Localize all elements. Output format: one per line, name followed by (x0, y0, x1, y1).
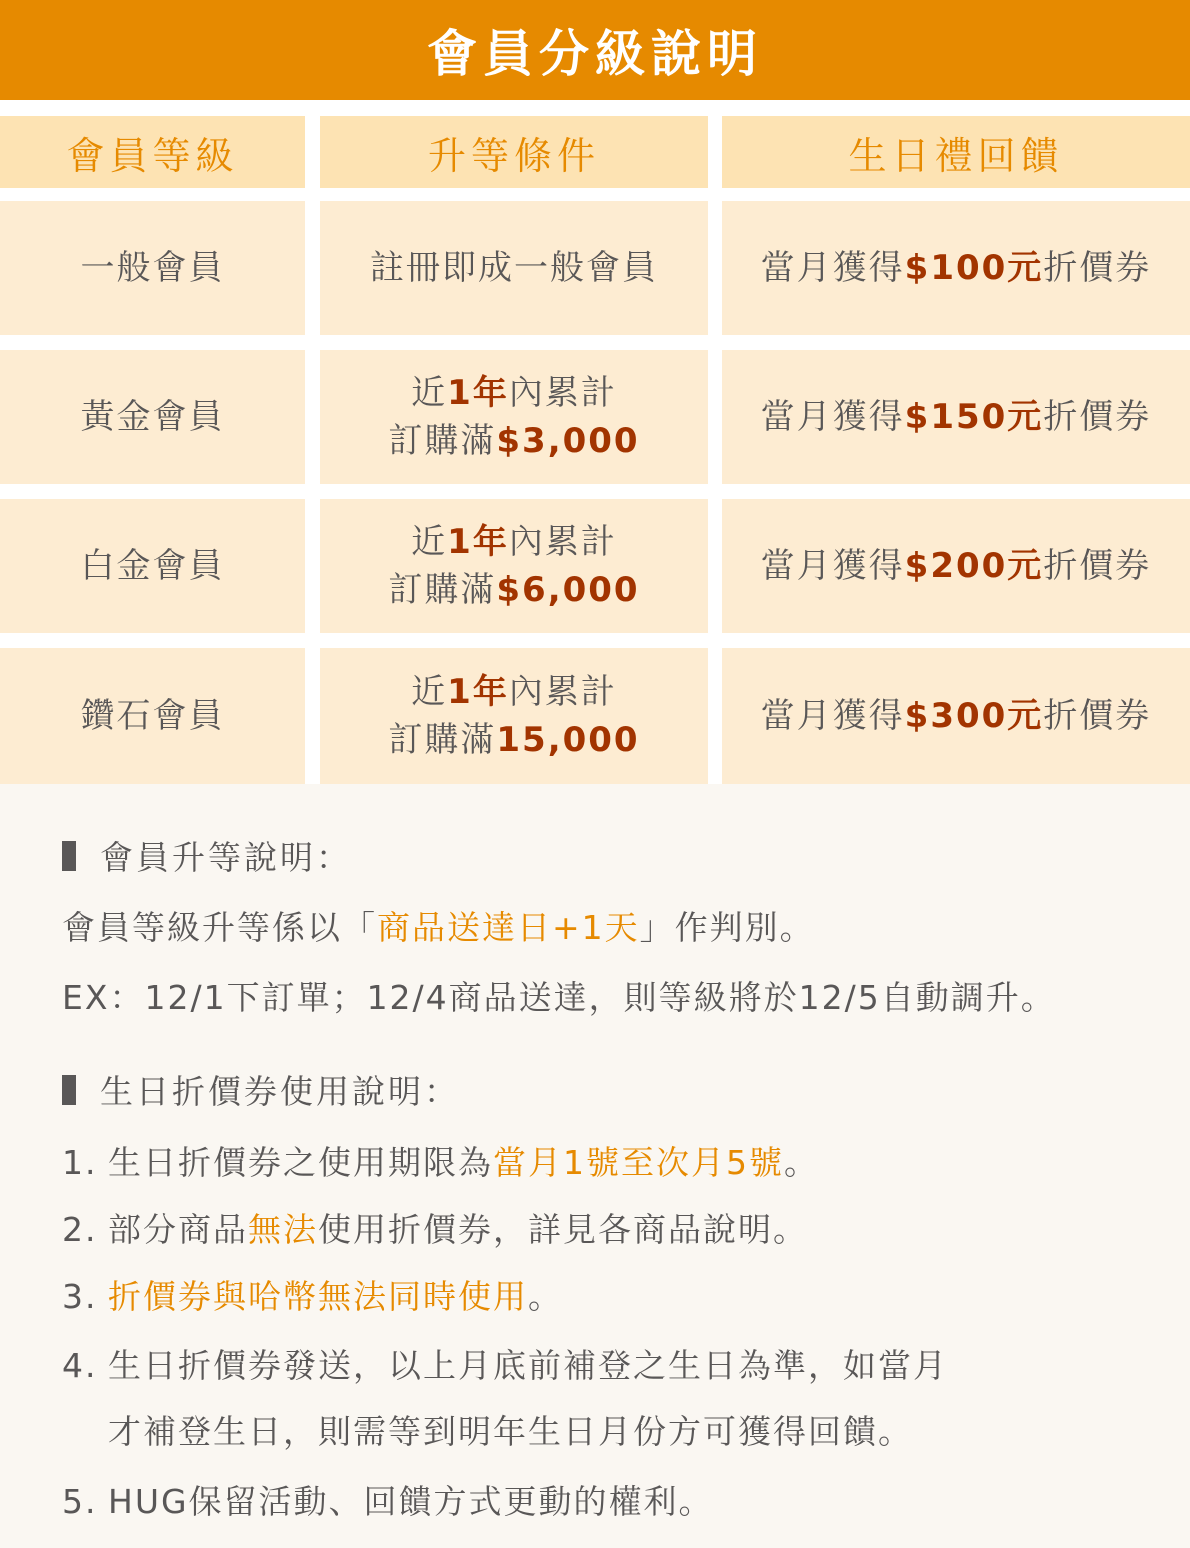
table-row-condition: 註冊即成一般會員 (320, 201, 708, 335)
gift-prefix: 當月獲得 (760, 248, 905, 288)
coupon-item-3 (62, 1271, 563, 1318)
page-header (0, 0, 1190, 100)
cond-year: 1年 (447, 522, 509, 562)
table-row-gift (722, 648, 1190, 784)
gift-amount: $200元 (904, 546, 1044, 586)
notes-section (0, 784, 1190, 1548)
cond-amount: $3,000 (496, 421, 640, 461)
gift-prefix: 當月獲得 (760, 546, 905, 586)
table-row-gift (722, 350, 1190, 484)
item-number: 4. (62, 1346, 98, 1385)
cond-text: 近 (411, 522, 448, 562)
coupon-item-5 (62, 1476, 714, 1523)
highlight-text: 折價券與哈幣無法同時使用 (108, 1277, 528, 1316)
table-row-level: 黃金會員 (0, 350, 305, 484)
text: 。 (784, 1143, 819, 1182)
coupon-section-title (62, 1066, 460, 1113)
text: 生日折價券發送，以上月底前補登之生日為準，如當月 (108, 1346, 948, 1385)
cond-year: 1年 (447, 373, 509, 413)
cond-text: 訂購滿 (388, 421, 497, 461)
cond-text: 近 (411, 373, 448, 413)
coupon-item-2 (62, 1204, 808, 1251)
item-number: 1. (62, 1143, 98, 1182)
highlight-text: 當月1號至次月5號 (493, 1143, 784, 1182)
highlight-text: 商品送達日+1天 (377, 908, 640, 947)
table-row-condition (320, 499, 708, 633)
table-row-condition (320, 648, 708, 784)
table-row-level: 白金會員 (0, 499, 305, 633)
gift-prefix: 當月獲得 (760, 397, 905, 437)
cond-text: 內累計 (508, 373, 617, 413)
coupon-item-4-continued: 才補登生日，則需等到明年生日月份方可獲得回饋。 (108, 1412, 913, 1451)
gift-suffix: 折價券 (1043, 696, 1152, 736)
cond-text: 內累計 (508, 672, 617, 712)
cond-year: 1年 (447, 672, 509, 712)
gift-suffix: 折價券 (1043, 397, 1152, 437)
cond-text: 近 (411, 672, 448, 712)
gift-amount: $300元 (904, 696, 1044, 736)
gift-suffix: 折價券 (1043, 546, 1152, 586)
header-gift: 生日禮回饋 (722, 116, 1190, 188)
cond-amount: 15,000 (496, 720, 640, 760)
text: 。 (528, 1277, 563, 1316)
coupon-title-text: 生日折價券使用說明： (100, 1072, 460, 1111)
text: HUG保留活動、回饋方式更動的權利。 (108, 1482, 714, 1521)
cond-amount: $6,000 (496, 570, 640, 610)
table-row-gift (722, 201, 1190, 335)
item-number: 2. (62, 1210, 98, 1249)
gift-amount: $150元 (904, 397, 1044, 437)
section-bar-icon (62, 1075, 76, 1105)
item-number: 3. (62, 1277, 98, 1316)
gift-prefix: 當月獲得 (760, 696, 905, 736)
section-bar-icon (62, 841, 76, 871)
table-row-condition (320, 350, 708, 484)
text: 」作判別。 (639, 908, 815, 947)
table-row-gift (722, 499, 1190, 633)
text: 生日折價券之使用期限為 (108, 1143, 493, 1182)
coupon-item-1 (62, 1137, 819, 1184)
gift-suffix: 折價券 (1043, 248, 1152, 288)
highlight-text: 無法 (248, 1210, 318, 1249)
upgrade-section-title (62, 832, 352, 879)
coupon-item-4 (62, 1340, 948, 1387)
page-title: 會員分級說明 (427, 25, 763, 83)
gift-amount: $100元 (904, 248, 1044, 288)
upgrade-rule-line (62, 902, 815, 949)
upgrade-title-text: 會員升等說明： (100, 838, 352, 877)
upgrade-example-line: EX：12/1下訂單；12/4商品送達，則等級將於12/5自動調升。 (62, 978, 1056, 1017)
item-number: 5. (62, 1482, 98, 1521)
header-level: 會員等級 (0, 116, 305, 188)
table-row-level: 鑽石會員 (0, 648, 305, 784)
membership-table (0, 106, 1190, 784)
header-condition: 升等條件 (320, 116, 708, 188)
cond-text: 訂購滿 (388, 720, 497, 760)
text: 使用折價券，詳見各商品說明。 (318, 1210, 808, 1249)
text: 部分商品 (108, 1210, 248, 1249)
text: 會員等級升等係以「 (62, 908, 377, 947)
table-row-level: 一般會員 (0, 201, 305, 335)
cond-text: 內累計 (508, 522, 617, 562)
cond-text: 訂購滿 (388, 570, 497, 610)
